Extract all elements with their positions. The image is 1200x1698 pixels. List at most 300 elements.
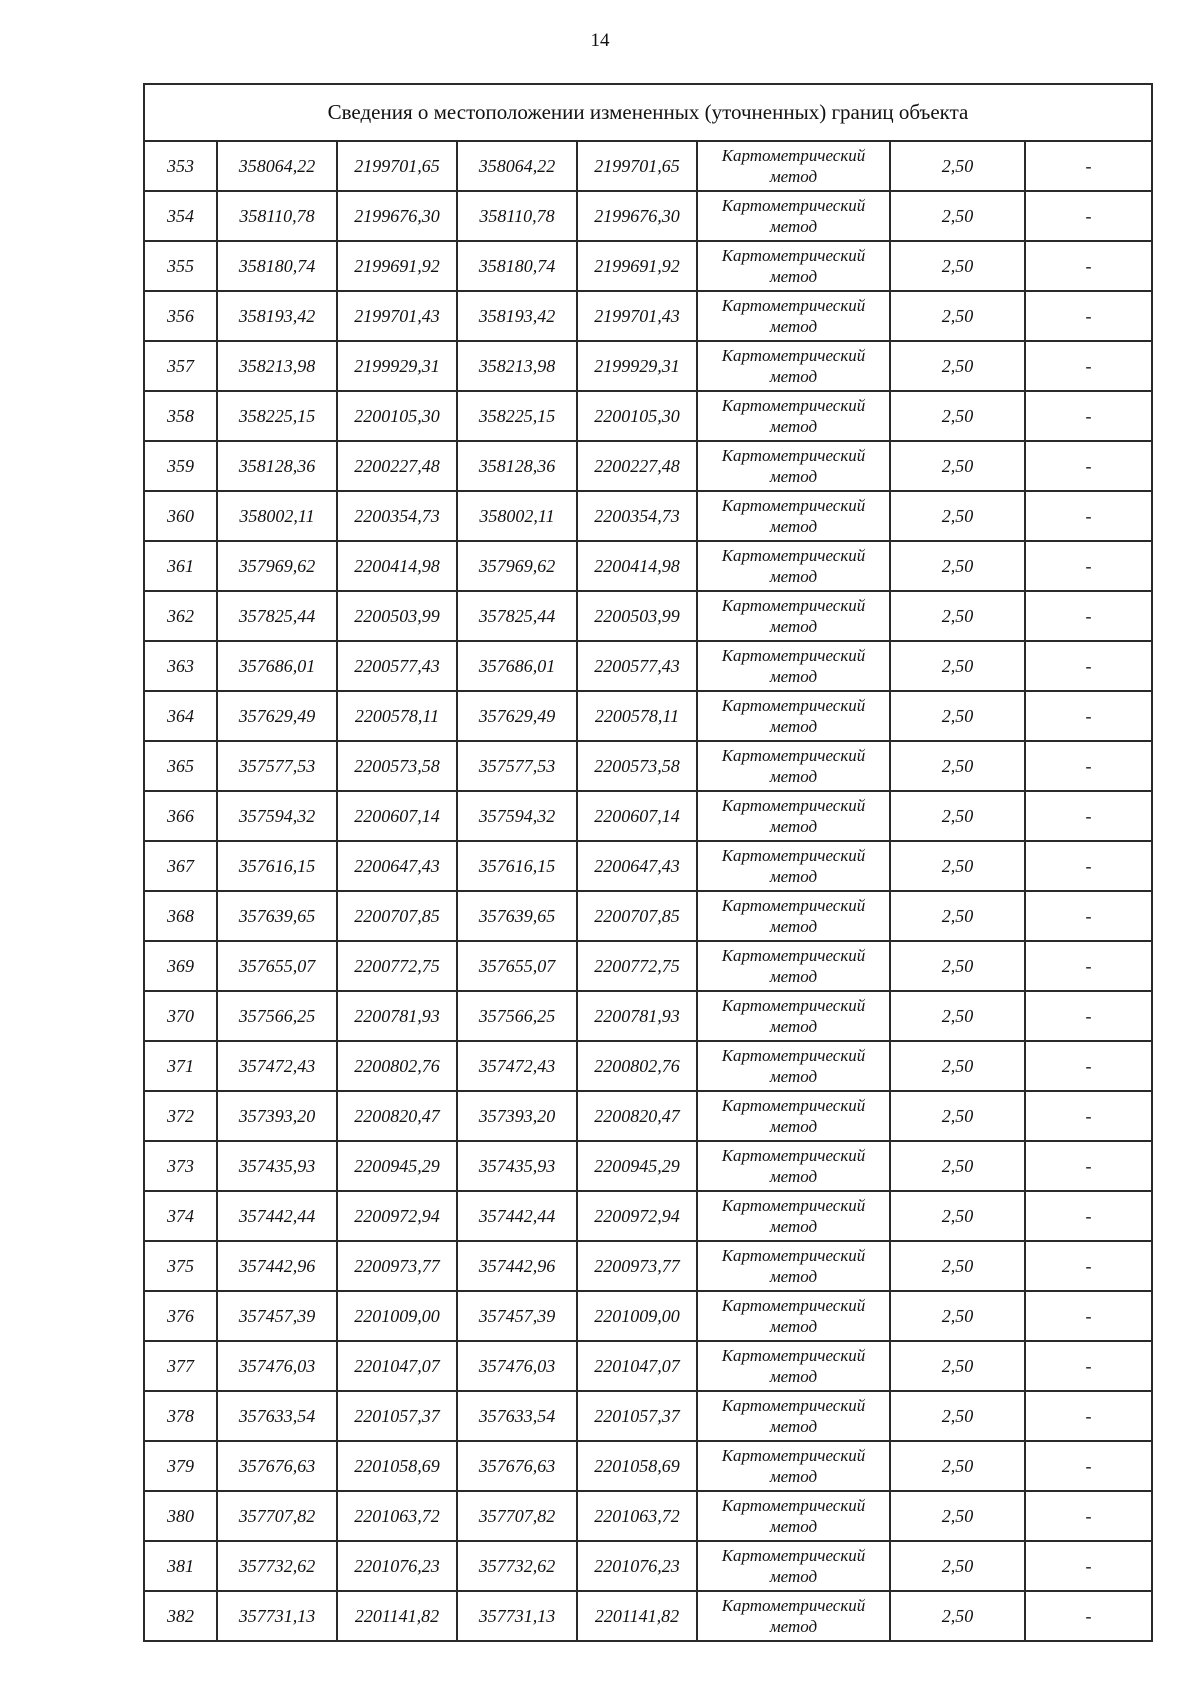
table-row — [144, 1241, 1152, 1291]
refined-y-cell: 2200647,43 — [577, 841, 697, 891]
method-line-2: метод — [769, 1117, 818, 1136]
point-number-cell: 377 — [144, 1341, 217, 1391]
point-number-cell: 353 — [144, 141, 217, 191]
existing-x-cell: 357435,93 — [217, 1141, 337, 1191]
refined-x-cell: 358002,11 — [457, 491, 577, 541]
refined-y-cell: 2200820,47 — [577, 1091, 697, 1141]
refined-y-cell: 2200578,11 — [577, 691, 697, 741]
existing-x-cell: 357457,39 — [217, 1291, 337, 1341]
refined-y-cell: 2199929,31 — [577, 341, 697, 391]
coordinates-table — [143, 83, 1153, 1642]
table-row — [144, 641, 1152, 691]
accuracy-cell: 2,50 — [890, 191, 1025, 241]
method-cell — [697, 541, 890, 591]
existing-y-cell: 2200707,85 — [337, 891, 457, 941]
refined-y-cell: 2200227,48 — [577, 441, 697, 491]
point-number-cell: 358 — [144, 391, 217, 441]
existing-y-cell: 2200781,93 — [337, 991, 457, 1041]
accuracy-cell: 2,50 — [890, 391, 1025, 441]
table-row — [144, 891, 1152, 941]
method-line-1: Картометрический — [721, 1046, 866, 1065]
method-cell — [697, 991, 890, 1041]
method-cell — [697, 891, 890, 941]
refined-x-cell: 357686,01 — [457, 641, 577, 691]
table-row — [144, 1141, 1152, 1191]
note-cell: - — [1025, 1491, 1152, 1541]
table-row — [144, 741, 1152, 791]
accuracy-cell: 2,50 — [890, 1541, 1025, 1591]
refined-y-cell: 2200414,98 — [577, 541, 697, 591]
existing-x-cell: 357969,62 — [217, 541, 337, 591]
method-cell — [697, 441, 890, 491]
refined-x-cell: 357731,13 — [457, 1591, 577, 1641]
method-line-2: метод — [769, 967, 818, 986]
existing-y-cell: 2201063,72 — [337, 1491, 457, 1541]
refined-y-cell: 2201058,69 — [577, 1441, 697, 1491]
existing-x-cell: 357594,32 — [217, 791, 337, 841]
method-line-1: Картометрический — [721, 696, 866, 715]
existing-y-cell: 2201009,00 — [337, 1291, 457, 1341]
existing-x-cell: 357442,44 — [217, 1191, 337, 1241]
method-line-1: Картометрический — [721, 1396, 866, 1415]
note-cell: - — [1025, 641, 1152, 691]
refined-x-cell: 357457,39 — [457, 1291, 577, 1341]
refined-y-cell: 2201076,23 — [577, 1541, 697, 1591]
existing-y-cell: 2199691,92 — [337, 241, 457, 291]
method-line-2: метод — [769, 1367, 818, 1386]
method-line-1: Картометрический — [721, 1346, 866, 1365]
refined-y-cell: 2200772,75 — [577, 941, 697, 991]
refined-x-cell: 357633,54 — [457, 1391, 577, 1441]
existing-x-cell: 358180,74 — [217, 241, 337, 291]
accuracy-cell: 2,50 — [890, 1291, 1025, 1341]
note-cell: - — [1025, 141, 1152, 191]
method-cell — [697, 1041, 890, 1091]
refined-y-cell: 2201063,72 — [577, 1491, 697, 1541]
method-line-1: Картометрический — [721, 346, 866, 365]
existing-y-cell: 2200972,94 — [337, 1191, 457, 1241]
table-row — [144, 441, 1152, 491]
point-number-cell: 357 — [144, 341, 217, 391]
existing-y-cell: 2201057,37 — [337, 1391, 457, 1441]
method-line-1: Картометрический — [721, 1296, 866, 1315]
point-number-cell: 375 — [144, 1241, 217, 1291]
note-cell: - — [1025, 491, 1152, 541]
existing-x-cell: 358128,36 — [217, 441, 337, 491]
refined-x-cell: 357393,20 — [457, 1091, 577, 1141]
method-cell — [697, 491, 890, 541]
note-cell: - — [1025, 1191, 1152, 1241]
point-number-cell: 363 — [144, 641, 217, 691]
method-line-2: метод — [769, 667, 818, 686]
accuracy-cell: 2,50 — [890, 241, 1025, 291]
refined-x-cell: 357594,32 — [457, 791, 577, 841]
existing-x-cell: 357686,01 — [217, 641, 337, 691]
method-cell — [697, 1541, 890, 1591]
method-line-1: Картометрический — [721, 546, 866, 565]
table-title-row — [144, 84, 1152, 141]
refined-x-cell: 357629,49 — [457, 691, 577, 741]
accuracy-cell: 2,50 — [890, 891, 1025, 941]
method-line-1: Картометрический — [721, 596, 866, 615]
refined-y-cell: 2200105,30 — [577, 391, 697, 441]
note-cell: - — [1025, 191, 1152, 241]
point-number-cell: 359 — [144, 441, 217, 491]
method-cell — [697, 191, 890, 241]
accuracy-cell: 2,50 — [890, 1141, 1025, 1191]
method-line-1: Картометрический — [721, 896, 866, 915]
refined-y-cell: 2200802,76 — [577, 1041, 697, 1091]
method-line-1: Картометрический — [721, 1496, 866, 1515]
method-line-2: метод — [769, 567, 818, 586]
accuracy-cell: 2,50 — [890, 641, 1025, 691]
point-number-cell: 360 — [144, 491, 217, 541]
method-line-1: Картометрический — [721, 296, 866, 315]
refined-y-cell: 2199701,43 — [577, 291, 697, 341]
point-number-cell: 372 — [144, 1091, 217, 1141]
method-line-2: метод — [769, 1067, 818, 1086]
refined-x-cell: 357577,53 — [457, 741, 577, 791]
accuracy-cell: 2,50 — [890, 1491, 1025, 1541]
existing-y-cell: 2200227,48 — [337, 441, 457, 491]
point-number-cell: 366 — [144, 791, 217, 841]
existing-y-cell: 2199701,65 — [337, 141, 457, 191]
accuracy-cell: 2,50 — [890, 1591, 1025, 1641]
table-row — [144, 1041, 1152, 1091]
method-line-1: Картометрический — [721, 1096, 866, 1115]
refined-y-cell: 2200945,29 — [577, 1141, 697, 1191]
refined-x-cell: 357442,96 — [457, 1241, 577, 1291]
refined-y-cell: 2201047,07 — [577, 1341, 697, 1391]
page-number: 14 — [590, 30, 610, 51]
point-number-cell: 380 — [144, 1491, 217, 1541]
existing-x-cell: 357442,96 — [217, 1241, 337, 1291]
point-number-cell: 364 — [144, 691, 217, 741]
table-row — [144, 141, 1152, 191]
accuracy-cell: 2,50 — [890, 1191, 1025, 1241]
method-cell — [697, 1441, 890, 1491]
method-line-2: метод — [769, 367, 818, 386]
method-line-1: Картометрический — [721, 796, 866, 815]
refined-y-cell: 2200607,14 — [577, 791, 697, 841]
refined-y-cell: 2199676,30 — [577, 191, 697, 241]
table-row — [144, 791, 1152, 841]
point-number-cell: 365 — [144, 741, 217, 791]
existing-y-cell: 2200573,58 — [337, 741, 457, 791]
table-row — [144, 391, 1152, 441]
point-number-cell: 378 — [144, 1391, 217, 1441]
existing-y-cell: 2199701,43 — [337, 291, 457, 341]
point-number-cell: 368 — [144, 891, 217, 941]
method-cell — [697, 1141, 890, 1191]
refined-x-cell: 357442,44 — [457, 1191, 577, 1241]
method-line-1: Картометрический — [721, 946, 866, 965]
point-number-cell: 369 — [144, 941, 217, 991]
accuracy-cell: 2,50 — [890, 841, 1025, 891]
accuracy-cell: 2,50 — [890, 791, 1025, 841]
existing-x-cell: 357476,03 — [217, 1341, 337, 1391]
table-row — [144, 1491, 1152, 1541]
existing-x-cell: 357633,54 — [217, 1391, 337, 1441]
method-line-1: Картометрический — [721, 846, 866, 865]
method-cell — [697, 1241, 890, 1291]
point-number-cell: 381 — [144, 1541, 217, 1591]
method-line-1: Картометрический — [721, 1446, 866, 1465]
note-cell: - — [1025, 741, 1152, 791]
refined-y-cell: 2201009,00 — [577, 1291, 697, 1341]
method-cell — [697, 741, 890, 791]
method-line-2: метод — [769, 317, 818, 336]
method-line-1: Картометрический — [721, 1146, 866, 1165]
note-cell: - — [1025, 941, 1152, 991]
refined-y-cell: 2200781,93 — [577, 991, 697, 1041]
accuracy-cell: 2,50 — [890, 691, 1025, 741]
table-row — [144, 491, 1152, 541]
refined-x-cell: 357825,44 — [457, 591, 577, 641]
accuracy-cell: 2,50 — [890, 291, 1025, 341]
method-line-1: Картометрический — [721, 646, 866, 665]
point-number-cell: 362 — [144, 591, 217, 641]
method-line-2: метод — [769, 1617, 818, 1636]
note-cell: - — [1025, 1091, 1152, 1141]
accuracy-cell: 2,50 — [890, 1041, 1025, 1091]
accuracy-cell: 2,50 — [890, 741, 1025, 791]
refined-y-cell: 2201141,82 — [577, 1591, 697, 1641]
point-number-cell: 373 — [144, 1141, 217, 1191]
note-cell: - — [1025, 1291, 1152, 1341]
refined-y-cell: 2200707,85 — [577, 891, 697, 941]
refined-y-cell: 2199691,92 — [577, 241, 697, 291]
method-cell — [697, 641, 890, 691]
table-row — [144, 1591, 1152, 1641]
refined-y-cell: 2200503,99 — [577, 591, 697, 641]
refined-x-cell: 357732,62 — [457, 1541, 577, 1591]
method-line-2: метод — [769, 417, 818, 436]
method-line-1: Картометрический — [721, 996, 866, 1015]
existing-y-cell: 2200578,11 — [337, 691, 457, 741]
method-line-2: метод — [769, 167, 818, 186]
method-cell — [697, 1191, 890, 1241]
refined-y-cell: 2200972,94 — [577, 1191, 697, 1241]
method-line-2: метод — [769, 1217, 818, 1236]
refined-x-cell: 357472,43 — [457, 1041, 577, 1091]
point-number-cell: 370 — [144, 991, 217, 1041]
existing-y-cell: 2201058,69 — [337, 1441, 457, 1491]
method-cell — [697, 241, 890, 291]
existing-x-cell: 357472,43 — [217, 1041, 337, 1091]
accuracy-cell: 2,50 — [890, 341, 1025, 391]
table-row — [144, 1291, 1152, 1341]
method-cell — [697, 791, 890, 841]
accuracy-cell: 2,50 — [890, 1341, 1025, 1391]
note-cell: - — [1025, 241, 1152, 291]
existing-y-cell: 2200607,14 — [337, 791, 457, 841]
method-line-2: метод — [769, 1517, 818, 1536]
method-cell — [697, 941, 890, 991]
point-number-cell: 355 — [144, 241, 217, 291]
method-line-2: метод — [769, 717, 818, 736]
method-line-2: метод — [769, 817, 818, 836]
accuracy-cell: 2,50 — [890, 1391, 1025, 1441]
point-number-cell: 356 — [144, 291, 217, 341]
method-line-2: метод — [769, 1467, 818, 1486]
note-cell: - — [1025, 1541, 1152, 1591]
refined-x-cell: 358213,98 — [457, 341, 577, 391]
method-line-2: метод — [769, 217, 818, 236]
existing-y-cell: 2200105,30 — [337, 391, 457, 441]
point-number-cell: 376 — [144, 1291, 217, 1341]
method-line-1: Картометрический — [721, 246, 866, 265]
method-line-2: метод — [769, 1567, 818, 1586]
point-number-cell: 382 — [144, 1591, 217, 1641]
refined-x-cell: 358128,36 — [457, 441, 577, 491]
table-row — [144, 841, 1152, 891]
existing-x-cell: 358064,22 — [217, 141, 337, 191]
method-line-1: Картометрический — [721, 1546, 866, 1565]
method-line-1: Картометрический — [721, 1196, 866, 1215]
method-cell — [697, 1391, 890, 1441]
existing-x-cell: 357577,53 — [217, 741, 337, 791]
method-line-2: метод — [769, 1267, 818, 1286]
refined-x-cell: 357676,63 — [457, 1441, 577, 1491]
note-cell: - — [1025, 791, 1152, 841]
table-row — [144, 291, 1152, 341]
table-row — [144, 991, 1152, 1041]
existing-x-cell: 357629,49 — [217, 691, 337, 741]
note-cell: - — [1025, 991, 1152, 1041]
existing-x-cell: 357676,63 — [217, 1441, 337, 1491]
method-line-1: Картометрический — [721, 496, 866, 515]
refined-x-cell: 357616,15 — [457, 841, 577, 891]
accuracy-cell: 2,50 — [890, 1091, 1025, 1141]
refined-x-cell: 357969,62 — [457, 541, 577, 591]
method-cell — [697, 291, 890, 341]
point-number-cell: 354 — [144, 191, 217, 241]
note-cell: - — [1025, 1391, 1152, 1441]
refined-x-cell: 357476,03 — [457, 1341, 577, 1391]
note-cell: - — [1025, 841, 1152, 891]
existing-x-cell: 357732,62 — [217, 1541, 337, 1591]
method-cell — [697, 1591, 890, 1641]
method-cell — [697, 691, 890, 741]
existing-y-cell: 2200973,77 — [337, 1241, 457, 1291]
table-row — [144, 1441, 1152, 1491]
table-row — [144, 1341, 1152, 1391]
existing-y-cell: 2199929,31 — [337, 341, 457, 391]
method-line-1: Картометрический — [721, 1246, 866, 1265]
table-row — [144, 1541, 1152, 1591]
existing-x-cell: 358225,15 — [217, 391, 337, 441]
refined-y-cell: 2201057,37 — [577, 1391, 697, 1441]
method-cell — [697, 841, 890, 891]
method-cell — [697, 1491, 890, 1541]
existing-x-cell: 357707,82 — [217, 1491, 337, 1541]
refined-y-cell: 2200354,73 — [577, 491, 697, 541]
existing-y-cell: 2200577,43 — [337, 641, 457, 691]
method-line-2: метод — [769, 867, 818, 886]
existing-y-cell: 2201141,82 — [337, 1591, 457, 1641]
note-cell: - — [1025, 1041, 1152, 1091]
note-cell: - — [1025, 291, 1152, 341]
refined-y-cell: 2199701,65 — [577, 141, 697, 191]
method-line-1: Картометрический — [721, 146, 866, 165]
accuracy-cell: 2,50 — [890, 441, 1025, 491]
note-cell: - — [1025, 391, 1152, 441]
method-line-2: метод — [769, 617, 818, 636]
method-cell — [697, 341, 890, 391]
method-line-2: метод — [769, 1167, 818, 1186]
existing-x-cell: 357616,15 — [217, 841, 337, 891]
existing-y-cell: 2200772,75 — [337, 941, 457, 991]
method-line-2: метод — [769, 467, 818, 486]
method-line-1: Картометрический — [721, 196, 866, 215]
existing-y-cell: 2200354,73 — [337, 491, 457, 541]
accuracy-cell: 2,50 — [890, 491, 1025, 541]
existing-y-cell: 2200945,29 — [337, 1141, 457, 1191]
method-line-1: Картометрический — [721, 1596, 866, 1615]
method-cell — [697, 391, 890, 441]
refined-y-cell: 2200973,77 — [577, 1241, 697, 1291]
point-number-cell: 367 — [144, 841, 217, 891]
table-body — [144, 141, 1152, 1641]
method-line-2: метод — [769, 517, 818, 536]
point-number-cell: 374 — [144, 1191, 217, 1241]
note-cell: - — [1025, 341, 1152, 391]
existing-x-cell: 357566,25 — [217, 991, 337, 1041]
refined-x-cell: 358225,15 — [457, 391, 577, 441]
accuracy-cell: 2,50 — [890, 1441, 1025, 1491]
table-row — [144, 591, 1152, 641]
existing-x-cell: 358110,78 — [217, 191, 337, 241]
accuracy-cell: 2,50 — [890, 1241, 1025, 1291]
note-cell: - — [1025, 541, 1152, 591]
existing-x-cell: 357731,13 — [217, 1591, 337, 1641]
table-row — [144, 191, 1152, 241]
note-cell: - — [1025, 1241, 1152, 1291]
existing-x-cell: 357825,44 — [217, 591, 337, 641]
method-line-2: метод — [769, 1417, 818, 1436]
point-number-cell: 371 — [144, 1041, 217, 1091]
existing-y-cell: 2199676,30 — [337, 191, 457, 241]
refined-x-cell: 357566,25 — [457, 991, 577, 1041]
existing-y-cell: 2201076,23 — [337, 1541, 457, 1591]
refined-x-cell: 358064,22 — [457, 141, 577, 191]
table-row — [144, 691, 1152, 741]
existing-y-cell: 2200414,98 — [337, 541, 457, 591]
table-row — [144, 541, 1152, 591]
refined-y-cell: 2200573,58 — [577, 741, 697, 791]
table-row — [144, 1391, 1152, 1441]
existing-y-cell: 2200802,76 — [337, 1041, 457, 1091]
method-line-2: метод — [769, 1317, 818, 1336]
method-line-2: метод — [769, 267, 818, 286]
refined-x-cell: 358180,74 — [457, 241, 577, 291]
refined-x-cell: 357435,93 — [457, 1141, 577, 1191]
refined-y-cell: 2200577,43 — [577, 641, 697, 691]
method-cell — [697, 1091, 890, 1141]
refined-x-cell: 357639,65 — [457, 891, 577, 941]
existing-x-cell: 358002,11 — [217, 491, 337, 541]
method-cell — [697, 141, 890, 191]
existing-y-cell: 2200503,99 — [337, 591, 457, 641]
existing-y-cell: 2200820,47 — [337, 1091, 457, 1141]
accuracy-cell: 2,50 — [890, 941, 1025, 991]
note-cell: - — [1025, 441, 1152, 491]
existing-x-cell: 358193,42 — [217, 291, 337, 341]
note-cell: - — [1025, 1341, 1152, 1391]
accuracy-cell: 2,50 — [890, 541, 1025, 591]
refined-x-cell: 357707,82 — [457, 1491, 577, 1541]
